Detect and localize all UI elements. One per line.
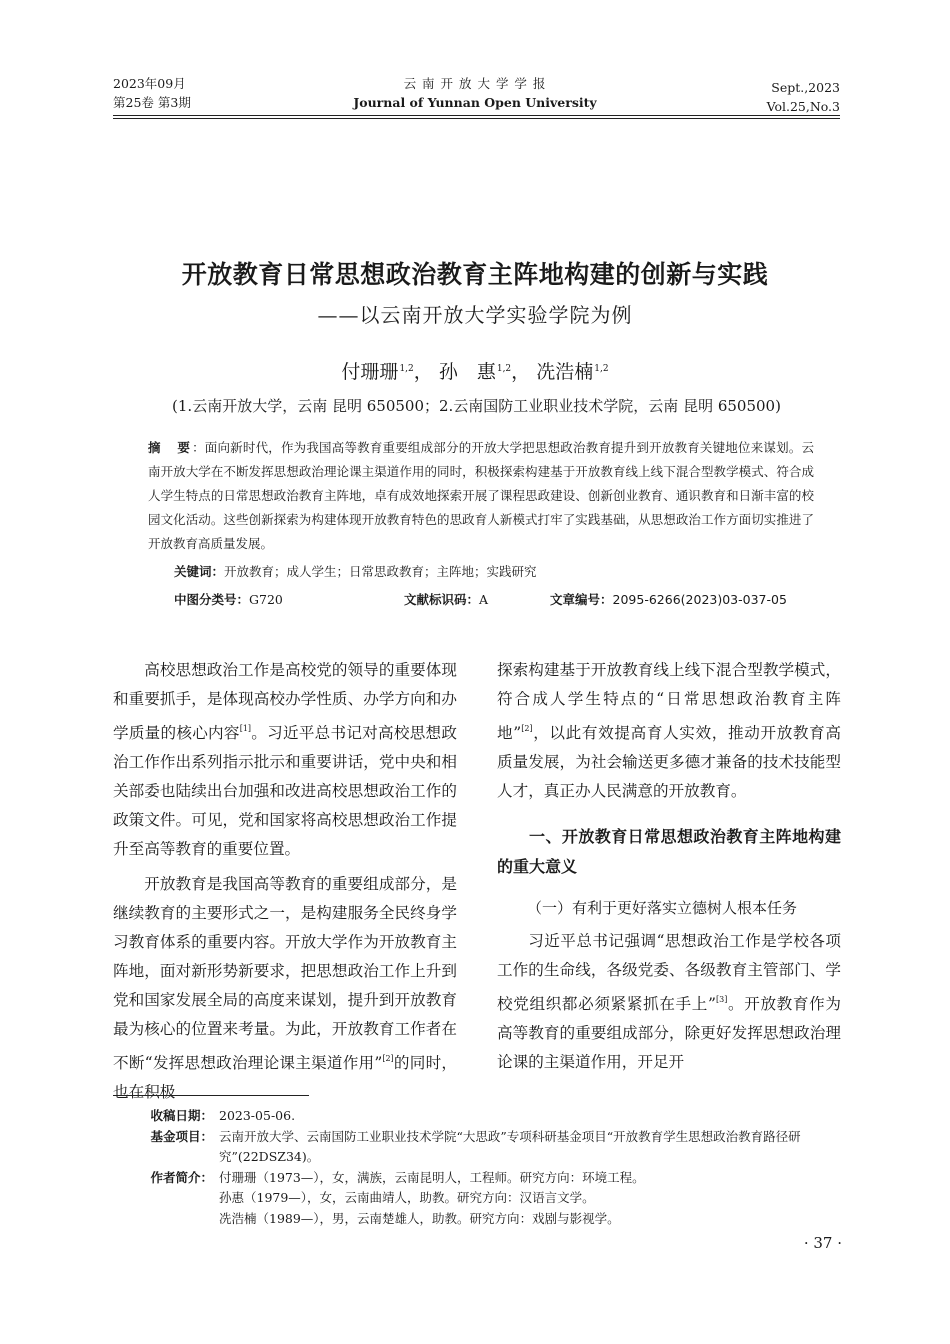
issue-volume-cn: 第25卷 第3期: [113, 95, 191, 110]
articleno-label: 文章编号: [550, 592, 601, 607]
article-title: 开放教育日常思想政治教育主阵地构建的创新与实践: [181, 260, 769, 289]
author-name: 孙 惠: [438, 361, 496, 383]
journal-name-en: Journal of Yunnan Open University: [353, 95, 597, 110]
bio-list: [217, 1168, 840, 1230]
citation-ref[interactable]: [1]: [239, 724, 252, 733]
fund-label: 基金项目: [150, 1128, 201, 1144]
author-affil-sup: 1,2: [399, 364, 414, 374]
author-name: 冼浩楠: [536, 361, 594, 383]
issue-date-cn: 2023年09月: [113, 76, 186, 91]
header-rule: [113, 115, 840, 116]
articleno-line: 文章编号：2095-6266(2023)03-037-05: [550, 592, 787, 607]
body-paragraph: 高校思想政治工作是高校党的领导的重要体现和重要抓手，是体现高校办学性质、办学方向和办学质量的核心内容[1]。习近平总书记对高校思想政治工作作出系列指示批示和重要讲话，党中央和相关部委也陆续出台加强和改进高校思想政治工作的政策文件。可见，党和国家将高校思想政治工作提升至高等教育的重要位置。: [113, 661, 457, 858]
header-rule-2: [113, 118, 840, 119]
article-subtitle: ——以云南开放大学实验学院为例: [317, 303, 633, 327]
author-list: [0, 357, 950, 384]
author-affil-sup: 1,2: [496, 364, 512, 374]
doccode-line: 文献标识码：A: [404, 592, 489, 607]
doccode-value: A: [479, 592, 489, 607]
author-bio: 付珊珊（1973—），女，满族，云南昆明人，工程师。研究方向：环境工程。: [219, 1169, 645, 1185]
citation-ref[interactable]: [2]: [521, 724, 533, 733]
author-bio: 孙惠（1979—），女，云南曲靖人，助教。研究方向：汉语言文学。: [219, 1190, 595, 1205]
abstract-colon: ：: [192, 440, 205, 455]
abstract: [148, 436, 814, 556]
footnote-rule: [113, 1095, 309, 1096]
body-right-column: [497, 656, 841, 1077]
header-right: [767, 78, 840, 116]
received-label: 收稿日期: [150, 1108, 201, 1123]
issue-date-en: Sept.,2023: [771, 80, 840, 95]
keywords-label: 关键词: [174, 564, 212, 579]
citation-ref[interactable]: [3]: [716, 995, 728, 1004]
keywords-line: 关键词：开放教育；成人学生；日常思政教育；主阵地；实践研究: [174, 564, 537, 579]
keywords-text: 开放教育；成人学生；日常思政教育；主阵地；实践研究: [224, 564, 537, 579]
author-separator: ，: [511, 361, 531, 383]
received-date: 2023-05-06.: [219, 1108, 296, 1123]
fund-text: 云南开放大学、云南国防工业职业技术学院“大思政”专项科研基金项目“开放教育学生思想政治教育路径研究”(22DSZ34)。: [219, 1128, 801, 1164]
author-bio: 冼浩楠（1989—），男，云南楚雄人，助教。研究方向：戏剧与影视学。: [219, 1210, 620, 1226]
abstract-label: 摘 要: [148, 440, 193, 455]
affiliation: (1.云南开放大学，云南 昆明 650500；2.云南国防工业职业技术学院，云南 昆明 650500): [172, 397, 781, 415]
clc-line: 中图分类号：G720: [174, 592, 283, 607]
bio-label: 作者简介: [150, 1169, 201, 1185]
subsection-heading: （一）有利于更好落实立德树人根本任务: [527, 899, 798, 917]
fund-row: 基金项目： 云南开放大学、云南国防工业职业技术学院“大思政”专项科研基金项目“开放教育学生思想政治教育路径研究”(22DSZ34)。: [113, 1127, 840, 1168]
clc-value: G720: [249, 592, 283, 607]
body-paragraph: 探索构建基于开放教育线上线下混合型教学模式，符合成人学生特点的“日常思想政治教育主阵地”[2]，以此有效提高育人实效，推动开放教育高质量发展，为社会输送更多德才兼备的技术技能型人才，真正办人民满意的开放教育。: [497, 661, 841, 800]
received-row: 收稿日期： 2023-05-06.: [113, 1106, 840, 1127]
author-separator: ，: [413, 361, 433, 383]
issue-volume-en: Vol.25,No.3: [766, 99, 840, 114]
abstract-text: 面向新时代，作为我国高等教育重要组成部分的开放大学把思想政治教育提升到开放教育关键地位来谋划。云南开放大学在不断发挥思想政治理论课主渠道作用的同时，积极探索构建基于开放教育线上线下混合型教学模式、符合成人学生特点的日常思想政治教育主阵地，卓有成效地探索开展了课程思政建设、创新创业教育、通识教育和日渐丰富的校园文化活动。这些创新探索为构建体现开放教育特色的思政育人新模式打牢了实践基础，从思想政治工作方面切实推进了开放教育高质量发展。: [148, 440, 814, 551]
footnotes: [113, 1106, 840, 1229]
body-left-column: [113, 656, 457, 1107]
bio-row: 作者简介： 付珊珊（1973—），女，满族，云南昆明人，工程师。研究方向：环境工程。 孙惠（1979—），女，云南曲靖人，助教。研究方向：汉语言文学。 冼浩楠（1989—），男，云南楚雄人，助教。研究方向：戏剧与影视学。: [113, 1168, 840, 1230]
articleno-value: 2095-6266(2023)03-037-05: [612, 592, 787, 607]
journal-name-cn: 云 南 开 放 大 学 学 报: [403, 76, 547, 91]
author-name: 付珊珊: [341, 361, 399, 383]
citation-ref[interactable]: [2]: [382, 1054, 394, 1063]
section-heading: 一、开放教育日常思想政治教育主阵地构建的重大意义: [497, 827, 841, 876]
clc-label: 中图分类号: [174, 592, 237, 607]
body-paragraph: 习近平总书记强调“思想政治工作是学校各项工作的生命线，各级党委、各级教育主管部门、学校党组织都必须紧紧抓在手上”[3]。开放教育作为高等教育的重要组成部分，除更好发挥思想政治理论课的主渠道作用，开足开: [497, 932, 841, 1071]
body-paragraph: 开放教育是我国高等教育的重要组成部分，是继续教育的主要形式之一，是构建服务全民终身学习教育体系的重要内容。开放大学作为开放教育主阵地，面对新形势新要求，把思想政治工作上升到党和国家发展全局的高度来谋划，提升到开放教育最为核心的位置来考量。为此，开放教育工作者在不断“发挥思想政治理论课主渠道作用”[2]的同时，也在积极: [113, 875, 457, 1101]
author-affil-sup: 1,2: [594, 364, 609, 374]
page-number: · 37 ·: [803, 1234, 842, 1252]
doccode-label: 文献标识码: [404, 592, 467, 607]
